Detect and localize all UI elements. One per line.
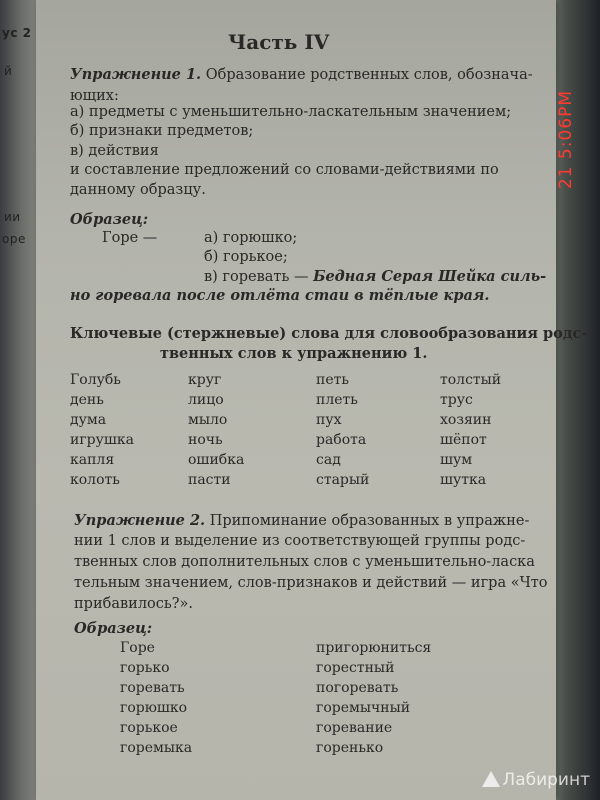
- exercise-1-text: Образование родственных слов, обознача-: [205, 67, 533, 83]
- keyword: хозяин: [440, 412, 492, 428]
- sample-2-word: горемыка: [120, 740, 193, 756]
- exercise-1-text: и составление предложений со словами-действиями по: [70, 162, 499, 178]
- exercise-2-text: Припоминание образованных в упражне-: [209, 513, 530, 529]
- sample-2-word: горюшко: [120, 700, 188, 716]
- keyword: шёпот: [440, 432, 487, 448]
- watermark-text: Лабиринт: [502, 770, 590, 790]
- exercise-2-label: Упражнение 2.: [74, 512, 206, 529]
- keyword: Голубь: [70, 372, 121, 388]
- sample-1-word: Горе —: [102, 230, 158, 246]
- keyword: игрушка: [70, 432, 134, 448]
- keyword: шум: [440, 452, 473, 468]
- keyword: петь: [316, 372, 349, 388]
- sample-1-item: [204, 268, 546, 285]
- left-edge-fragment: ии: [4, 210, 21, 224]
- keyword: лицо: [188, 392, 224, 408]
- exercise-2-text: прибавилось?».: [74, 596, 194, 612]
- sample-2-word: горькое: [120, 720, 178, 736]
- keyword: плеть: [316, 392, 358, 408]
- exercise-1-item: а) предметы с уменьшительно-ласкательным значением;: [70, 104, 512, 120]
- sample-2-word: Горе: [120, 640, 155, 656]
- sample-2-word: горько: [120, 660, 170, 676]
- page-title: Часть IV: [228, 30, 330, 54]
- left-edge-fragment: оре: [2, 232, 26, 246]
- keyword: мыло: [188, 412, 228, 428]
- keyword: шутка: [440, 472, 487, 488]
- keyword: старый: [316, 472, 370, 488]
- exercise-1-item: в) действия: [70, 143, 159, 159]
- keyword: круг: [188, 372, 222, 388]
- exercise-2-text: нии 1 слов и выделение из соответствующей группы родс-: [74, 533, 526, 549]
- sample-1-item: а) горюшко;: [204, 230, 298, 246]
- sample-2-word: горенько: [316, 740, 384, 756]
- exercise-1-intro: [70, 66, 533, 83]
- left-page-edge: [0, 0, 40, 800]
- sample-1-item-c: в) горевать —: [204, 269, 309, 285]
- exercise-2-text: тельным значением, слов-признаков и действий — игра «Что: [74, 575, 548, 591]
- exercise-1-label: Упражнение 1.: [70, 66, 202, 83]
- keyword: день: [70, 392, 104, 408]
- keyword: ошибка: [188, 452, 245, 468]
- keyword: пасти: [188, 472, 231, 488]
- watermark: [482, 770, 590, 790]
- sample-2-label: Образец:: [74, 620, 153, 637]
- sample-2-word: горевание: [316, 720, 393, 736]
- sample-2-word: погоревать: [316, 680, 399, 696]
- exercise-1-item: б) признаки предметов;: [70, 123, 254, 139]
- left-edge-tab: ус 2: [2, 26, 32, 40]
- photo-date-stamp: 21 5:06PM: [556, 90, 576, 190]
- keyword: капля: [70, 452, 115, 468]
- labirint-logo-icon: [482, 771, 500, 787]
- keywords-heading: твенных слов к упражнению 1.: [160, 345, 428, 362]
- exercise-2-intro: [74, 512, 529, 529]
- keyword: пух: [316, 412, 342, 428]
- left-edge-fragment: й: [4, 64, 13, 78]
- sample-1-label: Образец:: [70, 211, 149, 228]
- keywords-heading: Ключевые (стержневые) слова для словообразования родс-: [70, 325, 588, 342]
- sample-2-word: горемычный: [316, 700, 411, 716]
- sample-1-sentence: Бедная Серая Шейка силь-: [313, 268, 547, 285]
- sample-2-word: горевать: [120, 680, 185, 696]
- sample-1-sentence-cont: но горевала после отлёта стаи в тёплые края.: [70, 287, 490, 304]
- keyword: ночь: [188, 432, 223, 448]
- keyword: колоть: [70, 472, 120, 488]
- keyword: дума: [70, 412, 107, 428]
- exercise-1-text: данному образцу.: [70, 182, 206, 198]
- keyword: толстый: [440, 372, 502, 388]
- keyword: работа: [316, 432, 367, 448]
- exercise-1-text: ющих:: [70, 88, 119, 104]
- exercise-2-text: твенных слов дополнительных слов с уменьшительно-ласка: [74, 554, 535, 570]
- sample-2-word: пригорюниться: [316, 640, 432, 656]
- keyword: сад: [316, 452, 341, 468]
- sample-2-word: горестный: [316, 660, 395, 676]
- keyword: трус: [440, 392, 473, 408]
- sample-1-item: б) горькое;: [204, 249, 288, 265]
